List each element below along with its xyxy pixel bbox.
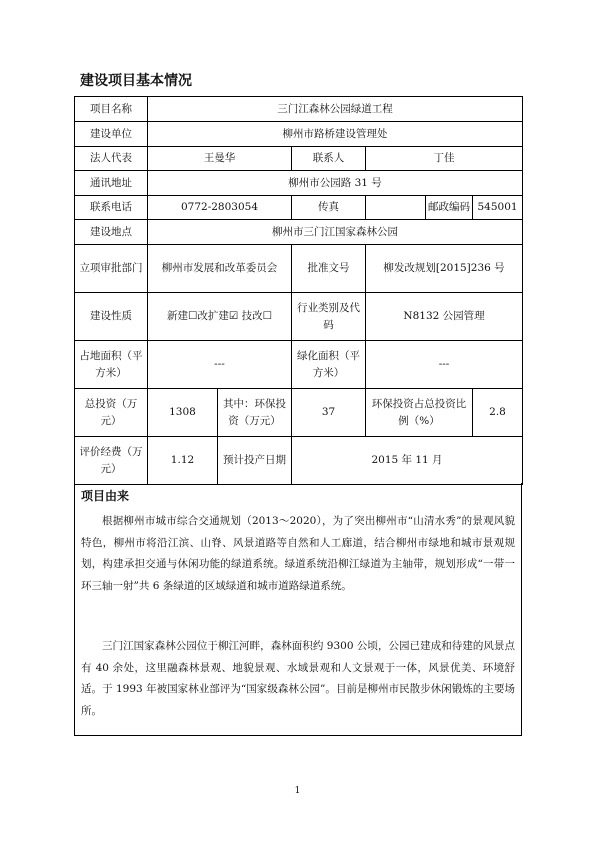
row-nature bbox=[75, 293, 523, 341]
approval-dept-value: 柳州市发展和改革委员会 bbox=[148, 245, 292, 293]
origin-paragraph-2: 三门江国家森林公园位于柳江河畔，森林面积约 9300 公顷，公园已建成和待建的风景点有 40 余处，这里融森林景观、地貌景观、水域景观和人文景观于一体，风景优美、环境舒适。于 1993 年被国家林业部评为“国家级森林公园”。目前是柳州市民散步休闲锻炼的主要场所。 bbox=[81, 640, 515, 717]
op-date-label: 预计投产日期 bbox=[218, 437, 292, 485]
green-area-value: --- bbox=[366, 341, 523, 389]
project-info-table bbox=[74, 96, 523, 485]
op-date-value: 2015 年 11 月 bbox=[292, 437, 523, 485]
legal-rep-value: 王曼华 bbox=[148, 147, 292, 171]
row-phone bbox=[75, 196, 523, 220]
eval-fee-label: 评价经费（万元） bbox=[75, 437, 148, 485]
builder-value: 柳州市路桥建设管理处 bbox=[148, 122, 523, 147]
env-ratio-label: 环保投资占总投资比例（%） bbox=[366, 389, 473, 437]
row-legal-rep bbox=[75, 147, 523, 171]
postcode-value: 545001 bbox=[473, 196, 523, 220]
origin-paragraph-1: 根据柳州市城市综合交通规划（2013～2020），为了突出柳州市“山清水秀”的景观风貌特色，柳州市将沿江滨、山脊、风景道路等自然和人工廊道，结合柳州市绿地和城市景观规划，构建承担交通与休闲功能的绿道系统。绿道系统沿柳江绿道为主轴带，规划形成“一带一环三轴一射”共 6 条绿道的区域绿道和城市道路绿道系统。 bbox=[81, 515, 515, 592]
nature-value: 新建☐改扩建☑ 技改☐ bbox=[148, 293, 292, 341]
total-invest-value: 1308 bbox=[148, 389, 218, 437]
legal-rep-label: 法人代表 bbox=[75, 147, 148, 171]
row-eval-fee bbox=[75, 437, 523, 485]
row-investment bbox=[75, 389, 523, 437]
approval-no-value: 柳发改规划[2015]236 号 bbox=[366, 245, 523, 293]
green-area-label: 绿化面积（平方米） bbox=[292, 341, 366, 389]
fax-value bbox=[366, 196, 426, 220]
row-site bbox=[75, 220, 523, 245]
site-label: 建设地点 bbox=[75, 220, 148, 245]
total-invest-label: 总投资（万元） bbox=[75, 389, 148, 437]
row-builder bbox=[75, 122, 523, 147]
page-number: 1 bbox=[294, 786, 301, 796]
row-approval bbox=[75, 245, 523, 293]
row-address bbox=[75, 171, 523, 196]
phone-label: 联系电话 bbox=[75, 196, 148, 220]
fax-label: 传真 bbox=[292, 196, 366, 220]
approval-no-label: 批准文号 bbox=[292, 245, 366, 293]
address-label: 通讯地址 bbox=[75, 171, 148, 196]
env-ratio-value: 2.8 bbox=[473, 389, 523, 437]
address-value: 柳州市公园路 31 号 bbox=[148, 171, 523, 196]
env-invest-label: 其中：环保投资（万元） bbox=[218, 389, 292, 437]
site-value: 柳州市三门江国家森林公园 bbox=[148, 220, 523, 245]
approval-dept-label: 立项审批部门 bbox=[75, 245, 148, 293]
contact-label: 联系人 bbox=[292, 147, 366, 171]
eval-fee-value: 1.12 bbox=[148, 437, 218, 485]
industry-label: 行业类别及代码 bbox=[292, 293, 366, 341]
project-origin-section bbox=[74, 483, 522, 736]
area-value: --- bbox=[148, 341, 292, 389]
nature-label: 建设性质 bbox=[75, 293, 148, 341]
industry-value: N8132 公园管理 bbox=[366, 293, 523, 341]
postcode-label: 邮政编码 bbox=[426, 196, 473, 220]
row-area bbox=[75, 341, 523, 389]
project-name-label: 项目名称 bbox=[75, 97, 148, 122]
project-origin-title: 项目由来 bbox=[81, 489, 130, 503]
contact-value: 丁佳 bbox=[366, 147, 523, 171]
row-project-name bbox=[75, 97, 523, 122]
area-label: 占地面积（平方米） bbox=[75, 341, 148, 389]
page-heading: 建设项目基本情况 bbox=[80, 73, 192, 89]
builder-label: 建设单位 bbox=[75, 122, 148, 147]
env-invest-value: 37 bbox=[292, 389, 366, 437]
phone-value: 0772-2803054 bbox=[148, 196, 292, 220]
project-name-value: 三门江森林公园绿道工程 bbox=[148, 97, 523, 122]
